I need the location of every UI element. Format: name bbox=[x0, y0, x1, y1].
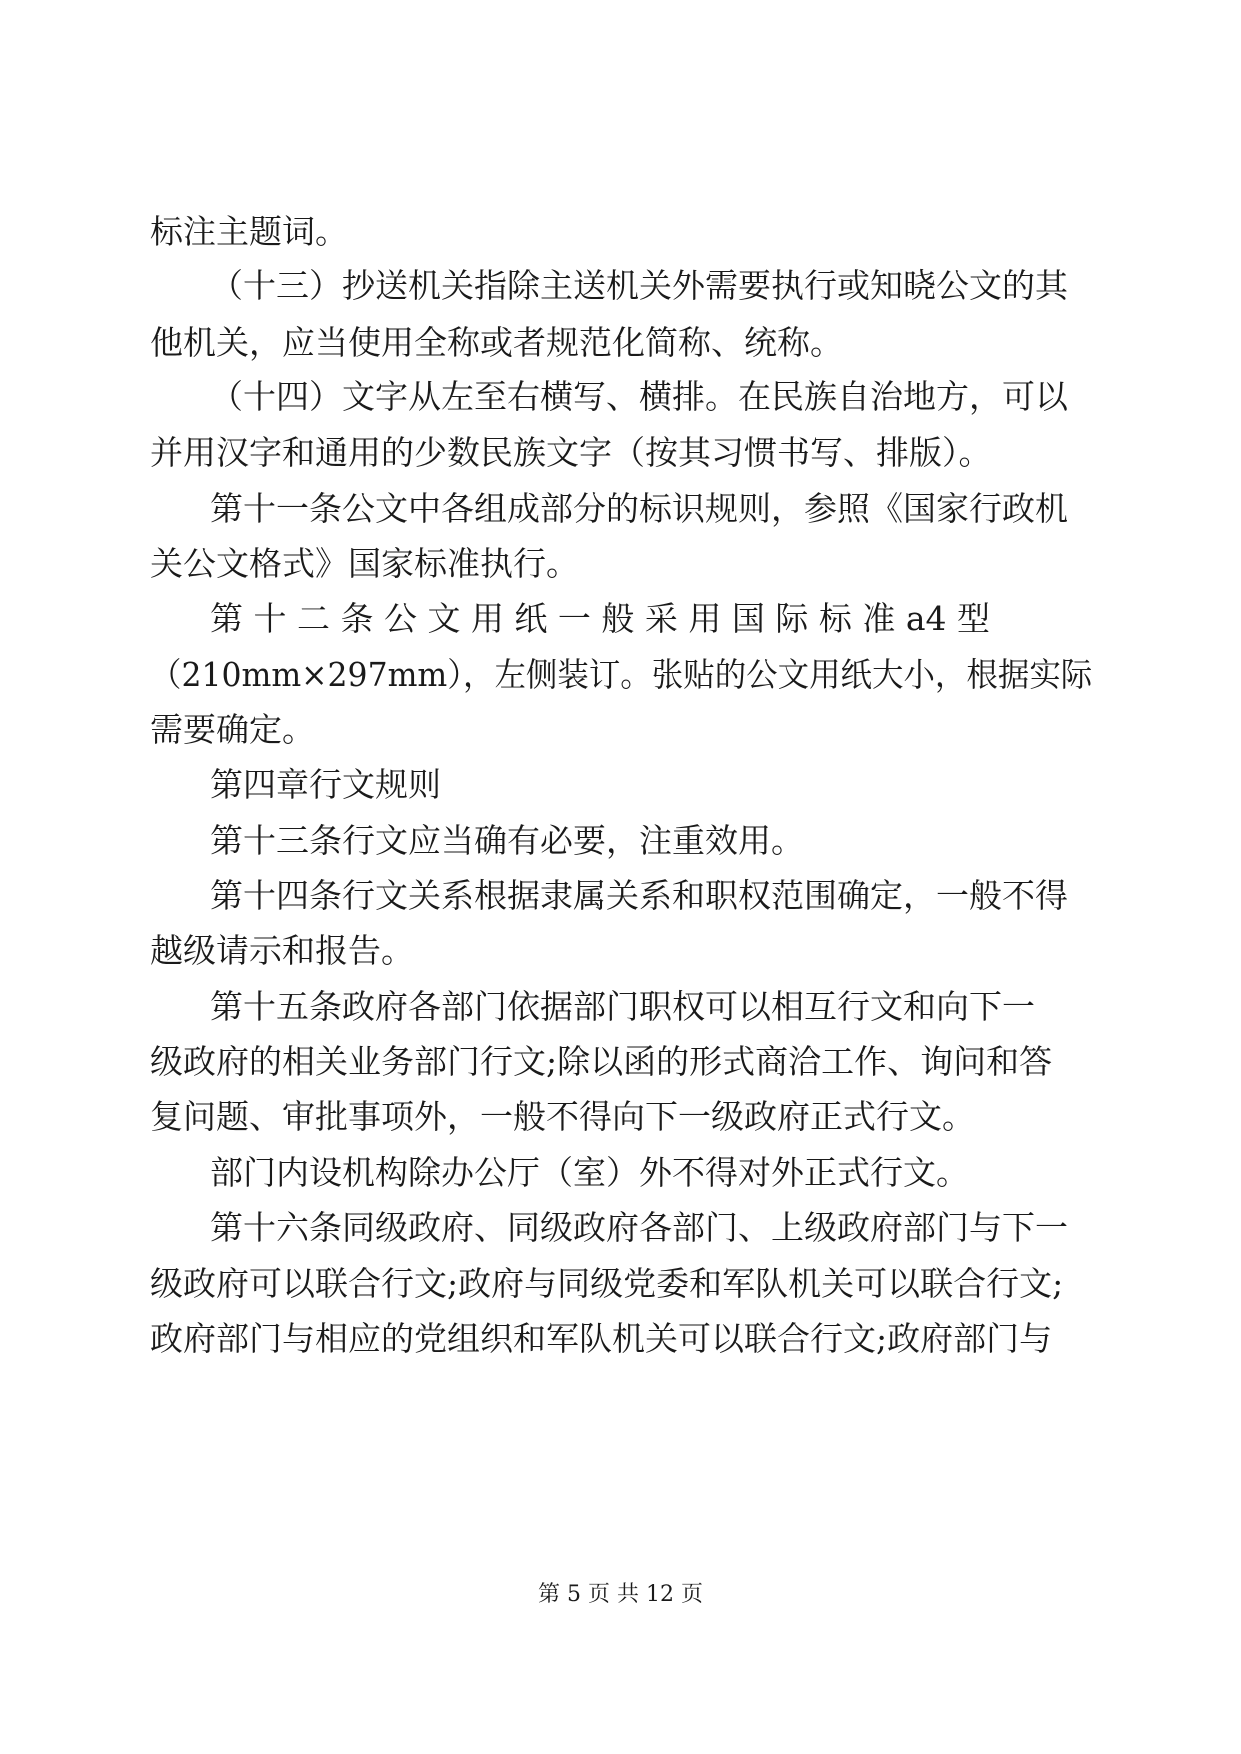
text-line: 复问题、审批事项外，一般不得向下一级政府正式行文。 bbox=[150, 1097, 975, 1136]
chapter-heading: 第四章行文规则 bbox=[210, 765, 441, 804]
text-line: 政府部门与相应的党组织和军队机关可以联合行文;政府部门与 bbox=[150, 1319, 1053, 1358]
text-line: （210mm×297mm），左侧装订。张贴的公文用纸大小，根据实际 bbox=[150, 655, 1093, 694]
text-line: 第十三条行文应当确有必要，注重效用。 bbox=[210, 821, 804, 860]
text-line: 他机关，应当使用全称或者规范化简称、统称。 bbox=[150, 323, 843, 362]
text-line: 越级请示和报告。 bbox=[150, 931, 414, 970]
text-line: 需要确定。 bbox=[150, 710, 315, 749]
text-line: （十三）抄送机关指除主送机关外需要执行或知晓公文的其 bbox=[210, 266, 1068, 305]
page-number-footer: 第 5 页 共 12 页 bbox=[538, 1582, 703, 1607]
text-line: 第十五条政府各部门依据部门职权可以相互行文和向下一 bbox=[210, 987, 1035, 1026]
text-line: 级政府可以联合行文;政府与同级党委和军队机关可以联合行文; bbox=[150, 1264, 1064, 1303]
text-line: 部门内设机构除办公厅（室）外不得对外正式行文。 bbox=[210, 1153, 969, 1192]
text-line: 标注主题词。 bbox=[150, 212, 348, 251]
text-line: 第十六条同级政府、同级政府各部门、上级政府部门与下一 bbox=[210, 1208, 1068, 1247]
text-line: 并用汉字和通用的少数民族文字（按其习惯书写、排版）。 bbox=[150, 433, 992, 472]
text-line: 第 十 二 条 公 文 用 纸 一 般 采 用 国 际 标 准 a4 型 bbox=[210, 599, 990, 638]
text-line: 第十一条公文中各组成部分的标识规则，参照《国家行政机 bbox=[210, 489, 1068, 528]
text-line: （十四）文字从左至右横写、横排。在民族自治地方，可以 bbox=[210, 377, 1068, 416]
text-line: 关公文格式》国家标准执行。 bbox=[150, 544, 579, 583]
text-line: 级政府的相关业务部门行文;除以函的形式商洽工作、询问和答 bbox=[150, 1042, 1053, 1081]
text-line: 第十四条行文关系根据隶属关系和职权范围确定，一般不得 bbox=[210, 876, 1068, 915]
